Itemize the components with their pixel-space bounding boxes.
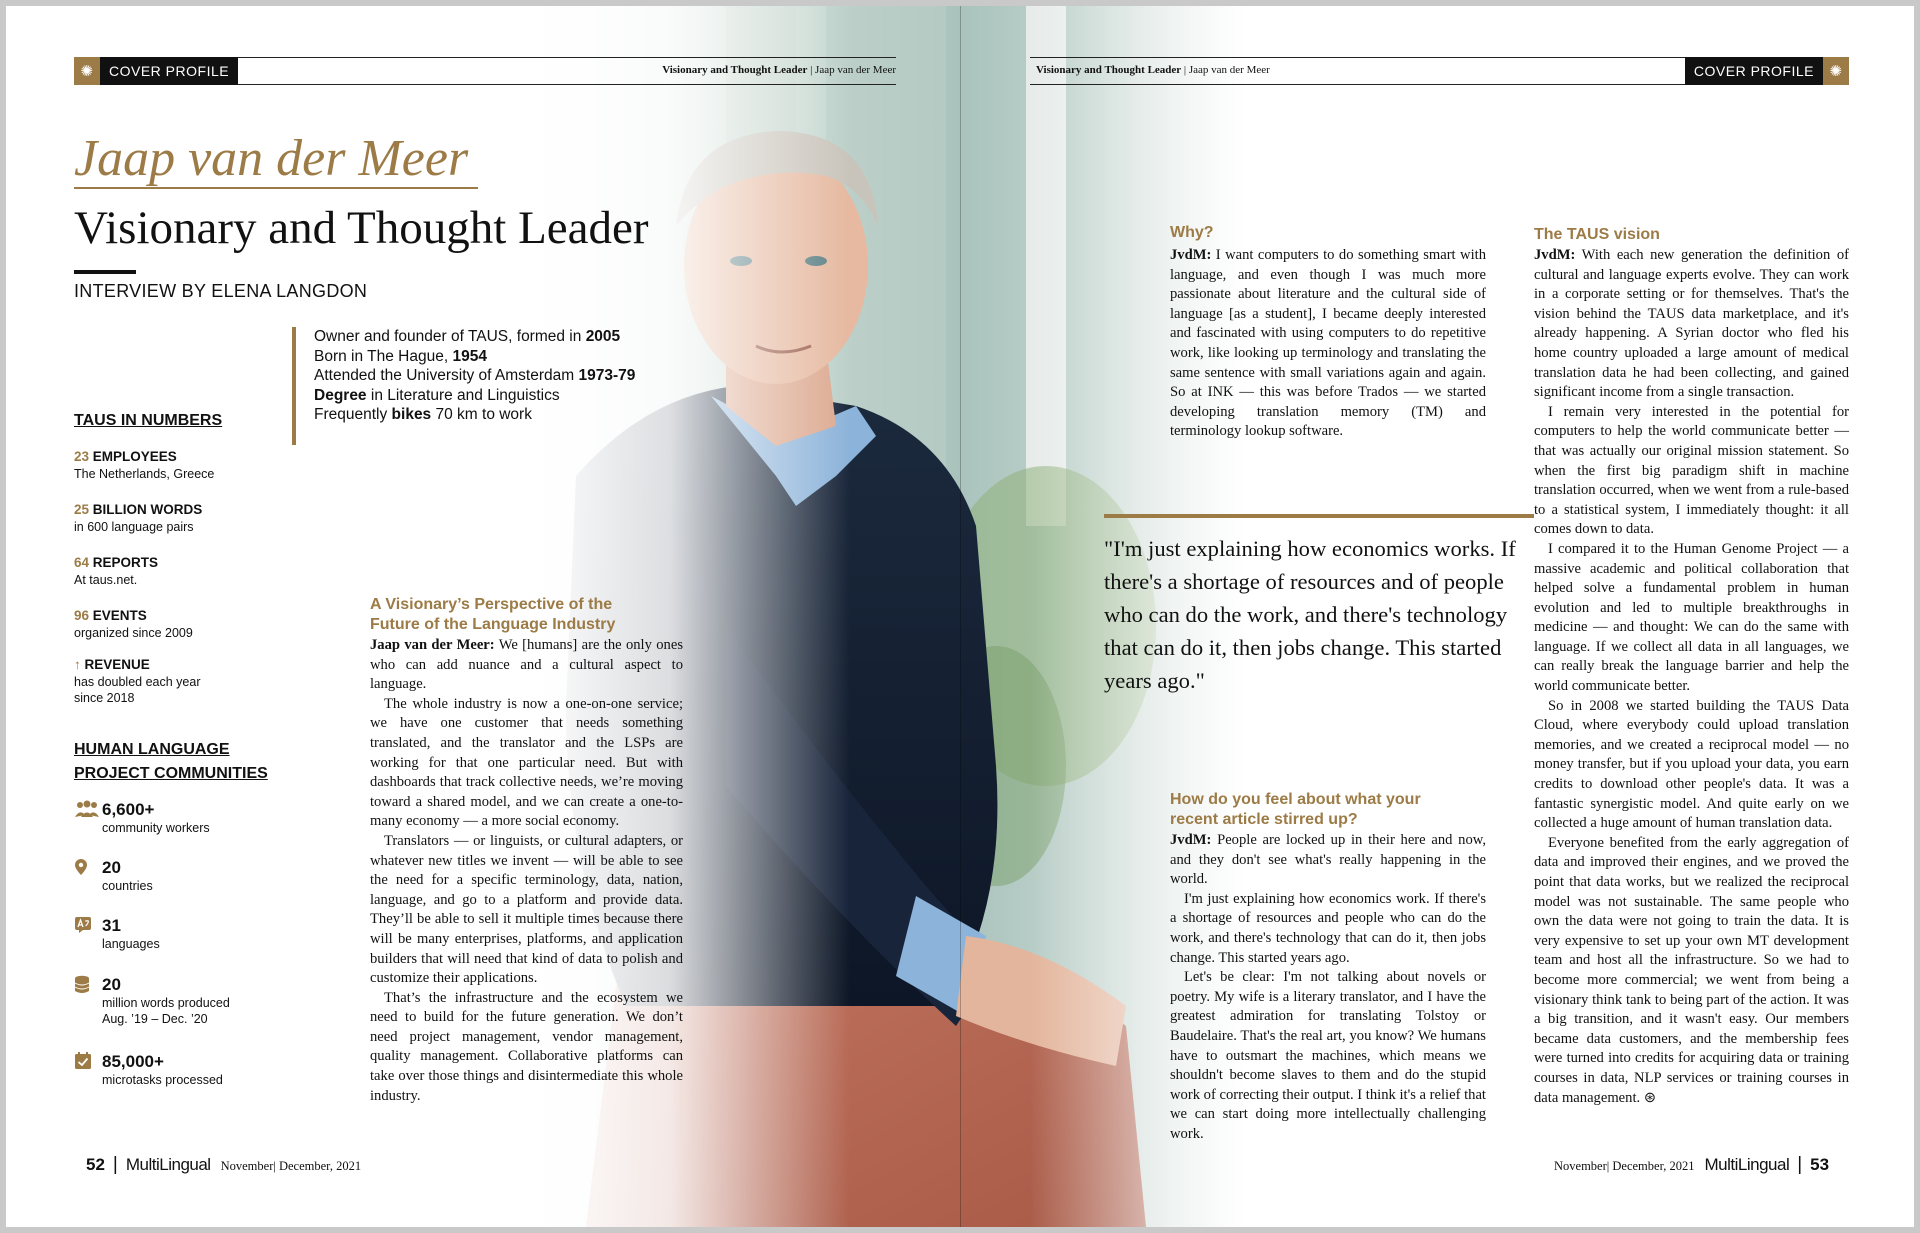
article-column-feel: JvdM: People are locked up in their here and now, and they don't see what's really happening in the world. I'm just explaining how economics work. If there's a shortage of resources and people who can do the work, and there's technology that can do it, then jobs change. This started years ago. Let's be clear: I'm not talking about novels or poetry. My wife is a literary translator, and I have the greatest admiration for translating Tolstoy or Baudelaire. That's the real art, you know? We humans have to outsmart the machines, which means we shouldn't become slaves to them and do the stupid work of correcting their output. I think it's a relief that we can start doing more intellectually challenging work. xyxy=(1170,832,1486,1142)
stat-revenue: ↑ REVENUE has doubled each year since 2018 xyxy=(74,657,201,705)
fact-line: Degree in Literature and Linguistics xyxy=(314,386,560,404)
right-page-header xyxy=(1030,57,1849,85)
community-words-produced: 20 million words produced Aug. ’19 – Dec. ’20 xyxy=(74,975,230,1027)
right-page-footer: November| December, 2021 MultiLingual | 53 xyxy=(1554,1154,1830,1175)
communities-title: HUMAN LANGUAGE PROJECT COMMUNITIES xyxy=(74,741,268,782)
fact-line: Owner and founder of TAUS, formed in 2005 xyxy=(314,328,621,345)
fact-box xyxy=(292,327,635,445)
fact-line: Frequently bikes 70 km to work xyxy=(314,406,532,423)
numbers-title: TAUS IN NUMBERS xyxy=(74,412,223,429)
community-microtasks: 85,000+ microtasks processed xyxy=(74,1052,223,1088)
pull-quote: "I'm just explaining how economics works. If there's a shortage of resources and of people who can do the work, and there's technology that can do it, then jobs change. This started years ago." xyxy=(1104,514,1534,697)
article-column-1: Jaap van der Meer: We [humans] are the only ones who can add nuance and a cultural aspect to language. The whole industry is now a one-on-one service; we have one customer that needs something translated, and the translator and the LSPs are working for that one particular need. But with dashboards that track collective needs, we’re moving toward a shared model, and we can create a one-to-many economy — a more social economy. Translators — or linguists, or cultural adapters, or whatever new titles we invent — will be able to see the need for a specific terminology, data, nation, language, and go to a platform and provide data. They’ll be able to sell it multiple times because there will be many enterprises, platforms, and application builders that will need that kind of data to polish and customize their applications. That’s the infrastructure and the ecosystem we need to build for the future generation. We don’t need project management, vendor management, quality management. Collaborative platforms can take over those things and disintermediate this whole industry. xyxy=(370,637,683,1104)
translate-icon xyxy=(74,916,102,952)
section-heading-visionary: A Visionary’s Perspective of the Future of the Language Industry xyxy=(370,596,616,633)
article-subtitle: Visionary and Thought Leader xyxy=(74,202,649,254)
article-column-vision: JvdM: With each new generation the definition of cultural and language experts evolve. They can work in a corporate setting or for themselves. That's the vision behind the TAUS data marketplace, and it's already happening. A Syrian doctor who fled his home country uploaded a large amount of medical translation data he had been collecting, and gained significant income from a single transaction. I remain very interested in the potential for computers to help the world communicate better — that was actually our original mission statement. So when the first big paradigm shift in machine translation occurred, when we went from a rule-based to a statistical system, I immediately thought: it all comes down to data. I compared it to the Human Genome Project — a massive academic and political collaboration that helped solve a fundamental problem in human evolution and led to multiple breakthroughs in medicine — and thought: We can do the same with language. If we collect all data in all languages, we can really break the language barrier and help the world communicate better. So in 2008 we started building the TAUS Data Cloud, where everybody could upload translation memories, and we created a reciprocal model — no money transfer, but if you upload your data, you earn credits to download other people's data. It was a fantastic synergistic model. And quite early on we collected a huge amount of human translation data. Everyone benefited from the early aggregation of data and improved their engines, and we proved the point that data works, but we realized the reciprocal model was not sustainable. The same people who own the data were not going to train the data. It is very expensive to set up your own MT development team and host all the infrastructure. So we had to become more commercial; we went from being a visionary think tank to being part of the action. It was a big transition, and it wasn't easy. Our members became data customers, and the membership fees were turned into credits for acquiring data or training courses in data, NLP services or training courses in data management. ⊛ xyxy=(1534,247,1849,1106)
stat-billion-words: 25 BILLION WORDS in 600 language pairs xyxy=(74,502,203,534)
location-pin-icon xyxy=(74,858,102,894)
fact-line: Born in The Hague, 1954 xyxy=(314,347,487,365)
magazine-name: MultiLingual xyxy=(125,1155,211,1174)
section-heading-why: Why? xyxy=(1170,224,1214,241)
page-number: 53 xyxy=(1810,1155,1830,1174)
page-number: 52 xyxy=(86,1155,105,1174)
arrow-up-icon: ↑ xyxy=(74,657,81,672)
stat-events: 96 EVENTS organized since 2009 xyxy=(74,608,193,640)
running-title: Visionary and Thought Leader | Jaap van der Meer xyxy=(1036,64,1270,76)
section-badge: ✺ COVER PROFILE xyxy=(74,57,238,85)
magazine-spread xyxy=(6,6,1914,1227)
section-heading-vision: The TAUS vision xyxy=(1534,226,1660,243)
title-rule xyxy=(74,270,136,274)
left-page-footer: 52 | MultiLingual November| December, 2021 xyxy=(86,1154,362,1175)
people-icon xyxy=(74,800,102,836)
section-heading-feel: How do you feel about what your recent article stirred up? xyxy=(1170,791,1421,828)
stat-reports: 64 REPORTS At taus.net. xyxy=(74,555,159,587)
spine-gutter xyxy=(960,6,961,1227)
running-title: Visionary and Thought Leader | Jaap van der Meer xyxy=(662,64,896,76)
community-languages: 31 languages xyxy=(74,916,160,952)
end-mark-icon: ⊛ xyxy=(1643,1089,1657,1106)
database-icon xyxy=(74,975,102,1027)
magazine-name: MultiLingual xyxy=(1704,1155,1790,1174)
issue-date: November| December, 2021 xyxy=(220,1159,362,1173)
issue-date: November| December, 2021 xyxy=(1554,1159,1695,1173)
stat-employees: 23 EMPLOYEES The Netherlands, Greece xyxy=(74,449,215,481)
taus-logo-icon: ✺ xyxy=(1823,57,1849,85)
community-workers: 6,600+ community workers xyxy=(74,800,210,836)
article-name-title: Jaap van der Meer xyxy=(74,131,478,189)
section-badge: COVER PROFILE ✺ xyxy=(1685,57,1849,85)
article-column-why: JvdM: I want computers to do something smart with language, and even though I was much more passionate about literature and the cultural side of language [as a student], I became deeply interested and fascinated with using computers to do repetitive work, like looking up terminology and translating the same sentence with small variations again and again. So at INK — this was before Trados — we started developing translation memory (TM) and terminology lookup software. xyxy=(1170,247,1486,440)
left-page-header xyxy=(74,57,896,85)
checklist-icon xyxy=(74,1052,102,1088)
community-countries: 20 countries xyxy=(74,858,153,894)
fact-line: Attended the University of Amsterdam 1973-79 xyxy=(314,367,636,384)
taus-logo-icon: ✺ xyxy=(74,57,100,85)
byline: INTERVIEW BY ELENA LANGDON xyxy=(74,281,368,301)
